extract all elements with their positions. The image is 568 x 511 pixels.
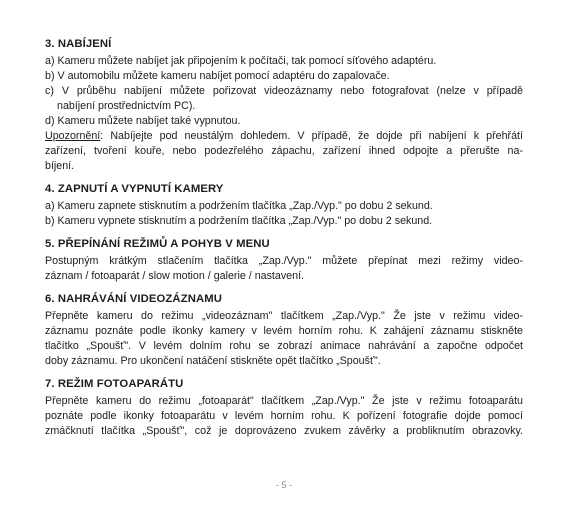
section-photo [45, 377, 523, 439]
paragraph-line: doby záznamu. Pro ukončení natáčení stiskněte opět tlačítko „Spoušť". [45, 355, 381, 367]
section-heading: 3. NABÍJENÍ [45, 38, 112, 50]
section-video [45, 292, 523, 369]
section-heading: 7. REŽIM FOTOAPARÁTU [45, 378, 184, 390]
paragraph-line: Přepněte kameru do režimu „fotoaparát" tlačítkem „Zap./Vyp." Že jste v režimu fotoaparátu [45, 395, 523, 407]
paragraph-line: záznamu poznáte podle ikonky kamery v levém horním rohu. K zahájení záznamu stiskněte [45, 325, 523, 337]
manual-page [45, 37, 523, 439]
section-heading: 5. PŘEPÍNÁNÍ REŽIMŮ A POHYB V MENU [45, 238, 270, 250]
paragraph-line: Postupným krátkým stlačením tlačítka „Zap./Vyp." můžete přepínat mezi režimy video- [45, 255, 523, 267]
paragraph-line: záznam / fotoaparát / slow motion / galerie / nastavení. [45, 270, 305, 282]
warning-line [45, 129, 523, 144]
paragraph-line: tlačítko „Spoušť". V levém dolním rohu se zobrazí animace nahrávání a započne odpočet [45, 340, 523, 352]
list-item: a) Kameru můžete nabíjet jak připojením k počítači, tak pomocí síťového adaptéru. [45, 55, 437, 67]
warning-text: : Nabíjejte pod neustálým dohledem. V případě, že dojde při nabíjení k přehřátí [100, 130, 523, 142]
list-item-continuation: nabíjení prostřednictvím PC). [57, 100, 196, 112]
list-item: b) Kameru vypnete stisknutím a podržením tlačítka „Zap./Vyp." po dobu 2 sekund. [45, 215, 433, 227]
list-item: c) V průběhu nabíjení můžete pořizovat videozáznamy nebo fotografovat (nelze v případě [45, 85, 523, 97]
section-power [45, 182, 523, 229]
paragraph-line: zmáčknutí tlačítka „Spoušť", což je doprovázeno zvukem závěrky a probliknutím obrazovky. [45, 425, 523, 437]
warning-line: zařízení, tvoření kouře, nebo podezřelého zápachu, zařízení ihned odpojte a přerušte na- [45, 145, 523, 157]
list-item: d) Kameru můžete nabíjet také vypnutou. [45, 115, 241, 127]
page-number: - 5 - [275, 480, 292, 490]
section-heading: 6. NAHRÁVÁNÍ VIDEOZÁZNAMU [45, 293, 222, 305]
section-charging [45, 37, 523, 174]
section-heading: 4. ZAPNUTÍ A VYPNUTÍ KAMERY [45, 183, 224, 195]
section-modes [45, 237, 523, 284]
paragraph-line: Přepněte kameru do režimu „videozáznam" tlačítkem „Zap./Vyp." Že jste v režimu video- [45, 310, 523, 322]
list-item: a) Kameru zapnete stisknutím a podržením tlačítka „Zap./Vyp." po dobu 2 sekund. [45, 200, 433, 212]
paragraph-line: poznáte podle ikonky fotoaparátu v levém horním rohu. K pořízení fotografie dojde pomocí [45, 410, 523, 422]
warning-label: Upozornění [45, 130, 101, 142]
warning-line: bíjení. [45, 160, 75, 172]
list-item: b) V automobilu můžete kameru nabíjet pomocí adaptéru do zapalovače. [45, 70, 390, 82]
